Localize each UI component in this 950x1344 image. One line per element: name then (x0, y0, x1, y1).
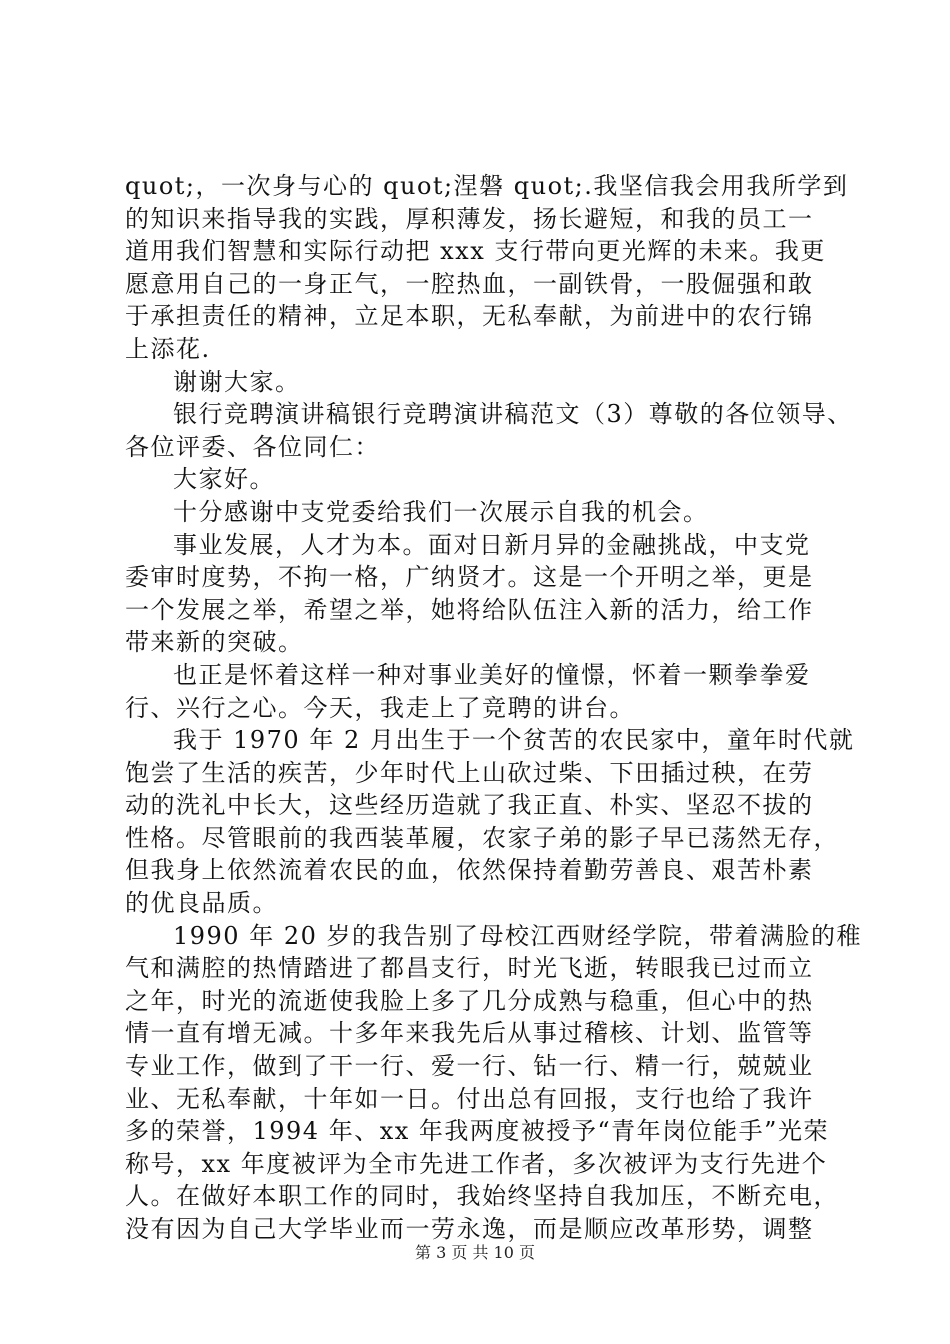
text-line: 银行竞聘演讲稿银行竞聘演讲稿范文（3）尊敬的各位领导、 (173, 400, 853, 429)
text-line: 多的荣誉，1994 年、xx 年我两度被授予“青年岗位能手”光荣 (125, 1117, 829, 1146)
text-line: 但我身上依然流着农民的血，依然保持着勤劳善良、艰苦朴素 (125, 856, 814, 885)
text-line: 业、无私奉献，十年如一日。付出总有回报，支行也给了我许 (125, 1084, 814, 1113)
text-line: 带来新的突破。 (125, 628, 304, 657)
text-line: 的知识来指导我的实践，厚积薄发，扬长避短，和我的员工一 (125, 204, 814, 233)
text-line: 人。在做好本职工作的同时，我始终坚持自我加压，不断充电， (125, 1182, 839, 1211)
text-line: 道用我们智慧和实际行动把 xxx 支行带向更光辉的未来。我更 (125, 237, 826, 266)
text-line: 称号，xx 年度被评为全市先进工作者，多次被评为支行先进个 (125, 1149, 828, 1178)
text-line: 于承担责任的精神，立足本职，无私奉献，为前进中的农行锦 (125, 302, 814, 331)
text-line: 我于 1970 年 2 月出生于一个贫苦的农民家中，童年时代就 (173, 726, 855, 755)
text-line: 上添花. (125, 334, 211, 363)
text-line: quot;，一次身与心的 quot;涅磐 quot;.我坚信我会用我所学到 (125, 172, 849, 200)
text-line: 1990 年 20 岁的我告别了母校江西财经学院，带着满脸的稚 (173, 921, 863, 950)
text-line: 之年，时光的流逝使我脸上多了几分成熟与稳重，但心中的热 (125, 986, 814, 1015)
text-line: 没有因为自己大学毕业而一劳永逸，而是顺应改革形势，调整 (125, 1215, 814, 1243)
text-line: 十分感谢中支党委给我们一次展示自我的机会。 (173, 497, 709, 526)
text-line: 气和满腔的热情踏进了都昌支行，时光飞逝，转眼我已过而立 (125, 954, 814, 983)
text-line: 大家好。 (173, 465, 275, 494)
text-line: 委审时度势，不拘一格，广纳贤才。这是一个开明之举，更是 (125, 563, 814, 592)
text-line: 也正是怀着这样一种对事业美好的憧憬，怀着一颗拳拳爱 (173, 660, 811, 689)
text-line: 性格。尽管眼前的我西装革履，农家子弟的影子早已荡然无存， (125, 823, 839, 852)
text-line: 各位评委、各位同仁： (125, 432, 380, 461)
text-line: 专业工作，做到了干一行、爱一行、钻一行、精一行，兢兢业 (125, 1052, 814, 1081)
text-line: 谢谢大家。 (173, 367, 301, 396)
text-line: 动的洗礼中长大，这些经历造就了我正直、朴实、坚忍不拔的 (125, 791, 814, 820)
text-line: 行、兴行之心。今天，我走上了竞聘的讲台。 (125, 693, 635, 722)
page-number-footer: 第 3 页 共 10 页 (415, 1243, 535, 1262)
text-line: 的优良品质。 (125, 889, 278, 918)
body-text (125, 170, 863, 1246)
text-line: 饱尝了生活的疾苦，少年时代上山砍过柴、下田插过秧，在劳 (125, 758, 814, 787)
text-line: 事业发展，人才为本。面对日新月异的金融挑战，中支党 (173, 530, 811, 559)
text-line: 情一直有增无减。十多年来我先后从事过稽核、计划、监管等 (125, 1019, 814, 1048)
text-line: 愿意用自己的一身正气，一腔热血，一副铁骨，一股倔强和敢 (125, 269, 814, 298)
text-line: 一个发展之举，希望之举，她将给队伍注入新的活力，给工作 (125, 595, 814, 624)
